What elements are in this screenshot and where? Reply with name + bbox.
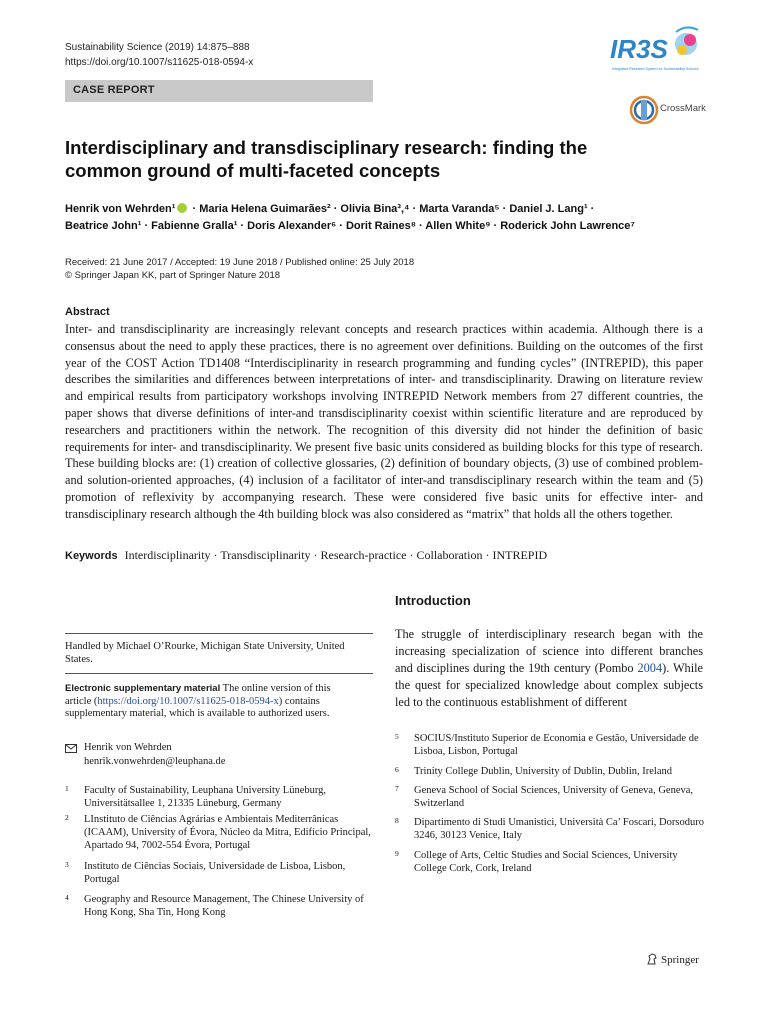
springer-horse-icon (646, 953, 658, 965)
ir3s-logo (606, 22, 706, 82)
logo-text: IR3S (610, 34, 668, 64)
esm-doi-link[interactable]: https://doi.org/10.1007/s11625-018-0594-x (97, 695, 279, 707)
case-report-banner (65, 80, 373, 102)
affiliation-text: Geography and Resource Management, The Chinese University of Hong Kong, Sha Tin, Hong Kong (84, 894, 364, 918)
affiliation-number: 6 (395, 765, 399, 774)
affiliation-number: 8 (395, 816, 399, 825)
section-label: CASE REPORT (73, 84, 155, 96)
affiliation-text: Faculty of Sustainability, Leuphana University Lüneburg, Universitätsallee 1, 21335 Lüneburg, Germany (84, 785, 327, 809)
affiliation-text: Dipartimento di Studi Umanistici, Università Ca’ Foscari, Dorsoduro 3246, 30123 Venice, Italy (414, 817, 704, 841)
orcid-icon[interactable] (177, 203, 187, 213)
journal-reference: Sustainability Science (2019) 14:875–888 (65, 42, 250, 53)
affiliation-text: College of Arts, Celtic Studies and Social Sciences, University College Cork, Cork, Ireland (414, 850, 678, 874)
citation-link[interactable]: 2004 (637, 661, 663, 675)
affiliation-text: SOCIUS/Instituto Superior de Economia e Gestão, Universidade de Lisboa, Lisbon, Portugal (414, 733, 699, 757)
first-author[interactable]: Henrik von Wehrden¹ (65, 203, 176, 215)
affiliation-text: Trinity College Dublin, University of Dublin, Dublin, Ireland (414, 766, 673, 777)
author-list-line-2: Beatrice John¹ · Fabienne Gralla¹ · Doris Alexander⁶ · Dorit Raines⁸ · Allen White⁹ · Roderick John Lawrence⁷ (65, 220, 635, 232)
publication-dates: Received: 21 June 2017 / Accepted: 19 June 2018 / Published online: 25 July 2018 (65, 257, 415, 268)
journal-doi-link[interactable]: https://doi.org/10.1007/s11625-018-0594-x (65, 57, 254, 68)
affiliation-text: Geneva School of Social Sciences, University of Geneva, Geneva, Switzerland (414, 785, 694, 809)
logo-tagline: Integrated Research System for Sustainability Science (612, 67, 699, 71)
mail-icon (65, 744, 77, 753)
article-title: Interdisciplinary and transdisciplinary research: finding the common ground of multi-faceted concepts (65, 137, 588, 181)
copyright-notice: © Springer Japan KK, part of Springer Nature 2018 (65, 270, 281, 281)
affiliation-number: 2 (65, 813, 69, 822)
introduction-body (395, 626, 703, 711)
affiliation-number: 9 (395, 849, 399, 858)
handled-by-note: Handled by Michael O’Rourke, Michigan State University, United States. (65, 641, 345, 665)
publisher-footer (646, 953, 699, 966)
esm-text-pre: The online version of this article ( (65, 683, 331, 707)
author-list-line-1 (65, 203, 594, 215)
affiliation-number: 1 (65, 784, 69, 793)
affiliation-number: 3 (65, 860, 69, 869)
footnote-divider-2 (65, 673, 373, 674)
intro-text-before: The struggle of interdisciplinary research began with the increasing specialization of science into different branches and disciplines during the 19th century (Pombo (395, 627, 703, 675)
keywords-label: Keywords (65, 550, 118, 562)
author-list-rest: · Maria Helena Guimarães² · Olivia Bina³,⁴ · Marta Varanda⁵ · Daniel J. Lang¹ · (189, 203, 595, 215)
corresponding-author-email[interactable]: henrik.vonwehrden@leuphana.de (84, 756, 226, 767)
affiliation-text: LInstituto de Ciências Agrárias e Ambientais Mediterrânicas (ICAAM), University of Évora, Núcleo da Mitra, Edifício Principal, Apartado 94, 7002-554 Évora, Portugal (84, 814, 371, 851)
affiliation-number: 7 (395, 784, 399, 793)
esm-text-post: ) contains supplementary material, which is available to authorized users. (65, 695, 330, 719)
esm-label: Electronic supplementary material (65, 683, 221, 694)
abstract-body: Inter- and transdisciplinarity are increasingly relevant concepts and research practices within academia. Although there is a consensus about the need to apply these practices, there is no agreement over definitions. Building on the outcomes of the first year of the COST Action TD1408 “Interdisciplinarity in research programming and funding cycles” (INTREPID), this paper describes the similarities and differences between interpretations of inter- and transdisciplinarity. Drawing on literature review and empirical results from participatory workshops involving INTREPID Network members from 27 different countries, the paper shows that diverse definitions of inter-and transdisciplinarity coexist within scientific literature and are reproduced by researchers and practitioners within the network. The recognition of this diversity did not hinder the definition of basic requirements for inter- and transdisciplinarity. We present five basic units considered as building blocks for this type of research. These building blocks are: (1) creation of collective glossaries, (2) definition of boundary objects, (3) use of combined problem- and solution-oriented approaches, (4) inclusion of a facilitator of inter-and transdisciplinary research within the team and (5) promotion of reflexivity by accompanying research. These were considered five basic units for effective inter- and transdisciplinary research although the 4th building block was also considered as “matrix” that holds all the others together. (65, 322, 703, 521)
affiliation-number: 4 (65, 893, 69, 902)
affiliation-number: 5 (395, 732, 399, 741)
corresponding-author-name: Henrik von Wehrden (84, 742, 172, 753)
introduction-heading: Introduction (395, 593, 471, 608)
supplementary-note (65, 683, 345, 721)
keywords (65, 548, 547, 563)
abstract-heading: Abstract (65, 306, 110, 318)
affiliation-text: Instituto de Ciências Sociais, Universidade de Lisboa, Lisbon, Portugal (84, 861, 346, 885)
keywords-list: Interdisciplinarity · Transdisciplinarity · Research-practice · Collaboration · INTREPID (124, 548, 548, 562)
footnote-divider (65, 633, 373, 634)
intro-text-after: ). While the quest for specialized knowledge about complex subjects led to the continuous establishment of different (395, 661, 703, 709)
crossmark-label[interactable]: CrossMark (660, 103, 706, 114)
publisher-name: Springer (661, 954, 699, 966)
